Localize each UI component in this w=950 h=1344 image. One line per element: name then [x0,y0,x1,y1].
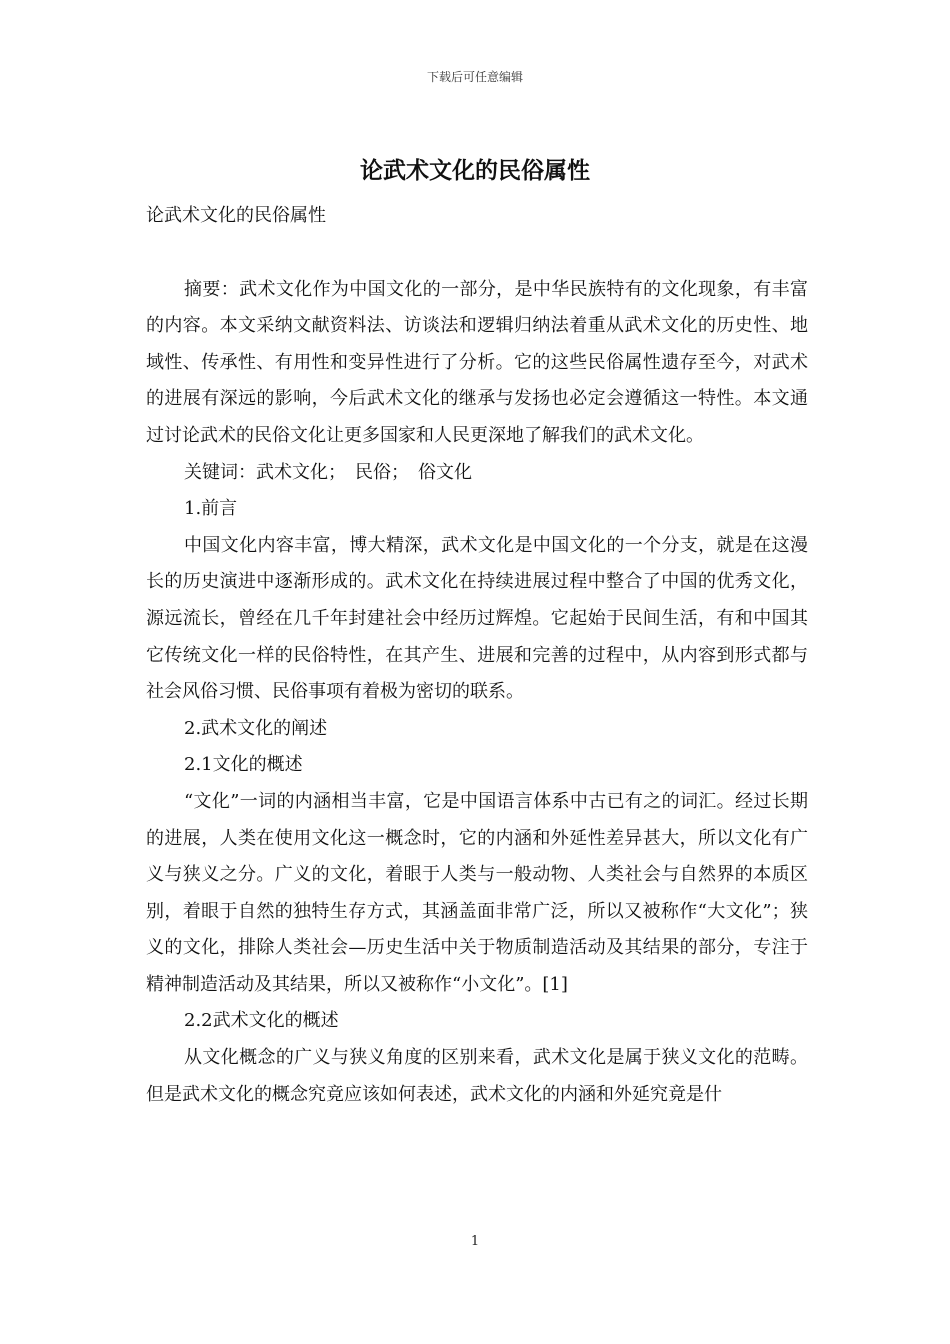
page-number: 1 [470,1234,480,1249]
subsection-heading-wushu-overview: 2.2武术文化的概述 [184,1010,339,1032]
abstract-paragraph: 摘要：武术文化作为中国文化的一部分，是中华民族特有的文化现象，有丰富的内容。本文采纳文献资料法、访谈法和逻辑归纳法着重从武术文化的历史性、地域性、传承性、有用性和变异性进行了分析。它的这些民俗属性遗存至今，对武术的进展有深远的影响，今后武术文化的继承与发扬也必定会遵循这一特性。本文通过讨论武术的民俗文化让更多国家和人民更深地了解我们的武术文化。 [146,278,808,446]
document-subtitle: 论武术文化的民俗属性 [146,205,326,226]
header-note: 下载后可任意编辑 [426,70,523,84]
culture-overview-paragraph: “文化”一词的内涵相当丰富，它是中国语言体系中古已有之的词汇。经过长期的进展，人类在使用文化这一概念时，它的内涵和外延性差异甚大，所以文化有广义与狭义之分。广义的文化，着眼于人类与一般动物、人类社会与自然界的本质区别，着眼于自然的独特生存方式，其涵盖面非常广泛，所以又被称作“大文化”；狭义的文化，排除人类社会—历史生活中关于物质制造活动及其结果的部分，专注于精神制造活动及其结果，所以又被称作“小文化”。[1] [146,790,808,995]
wushu-overview-paragraph: 从文化概念的广义与狭义角度的区别来看，武术文化是属于狭义文化的范畴。但是武术文化的概念究竟应该如何表述，武术文化的内涵和外延究竟是什 [146,1047,808,1105]
document-title: 论武术文化的民俗属性 [360,157,590,184]
intro-paragraph: 中国文化内容丰富，博大精深，武术文化是中国文化的一个分支，就是在这漫长的历史演进中逐渐形成的。武术文化在持续进展过程中整合了中国的优秀文化，源远流长，曾经在几千年封建社会中经历过辉煌。它起始于民间生活，有和中国其它传统文化一样的民俗特性，在其产生、进展和完善的过程中，从内容到形式都与社会风俗习惯、民俗事项有着极为密切的联系。 [146,534,808,703]
document-body [146,198,808,1113]
subsection-heading-culture-overview: 2.1文化的概述 [184,754,303,776]
blank-line [146,235,808,272]
section-heading-intro: 1.前言 [184,498,238,520]
keywords-line: 关键词：武术文化； 民俗； 俗文化 [184,461,472,483]
section-heading-wushu-culture: 2.武术文化的阐述 [184,717,328,739]
